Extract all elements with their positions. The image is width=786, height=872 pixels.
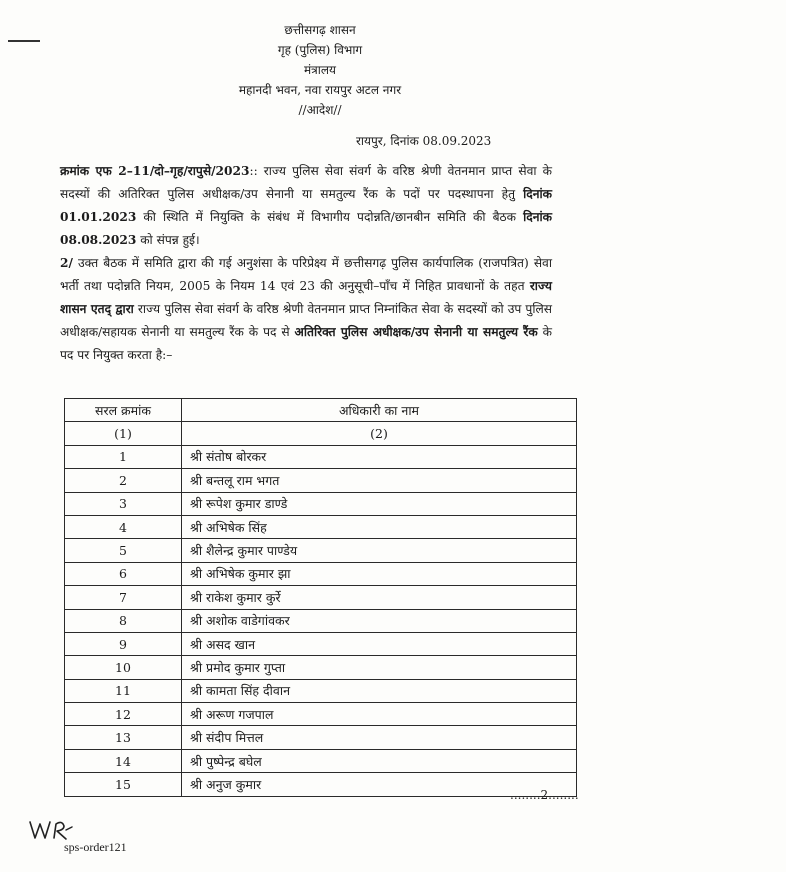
serial-cell: 11 — [65, 679, 182, 702]
table-row — [65, 609, 577, 632]
serial-cell: 2 — [65, 469, 182, 492]
header-order: //आदेश// — [298, 103, 342, 117]
table-header-row — [65, 399, 577, 422]
officer-name-cell: श्री रूपेश कुमार डाण्डे — [182, 492, 577, 515]
officer-name-cell: श्री अभिषेक कुमार झा — [182, 562, 577, 585]
officer-name-cell: श्री शैलेन्द्र कुमार पाण्डेय — [182, 539, 577, 562]
table-row — [65, 515, 577, 538]
officer-name-cell: श्री पुष्पेन्द्र बघेल — [182, 749, 577, 772]
serial-cell: 13 — [65, 726, 182, 749]
officers-table — [64, 398, 577, 797]
table-row — [65, 749, 577, 772]
header-department: गृह (पुलिस) विभाग — [277, 43, 363, 57]
officer-name-cell: श्री अभिषेक सिंह — [182, 515, 577, 538]
column-index-serial: (1) — [65, 422, 182, 445]
table-row — [65, 562, 577, 585]
officer-name-cell: श्री अरूण गजपाल — [182, 703, 577, 726]
officer-name-cell: श्री प्रमोद कुमार गुप्ता — [182, 656, 577, 679]
serial-cell: 10 — [65, 656, 182, 679]
serial-cell: 7 — [65, 586, 182, 609]
header-address: महानदी भवन, नवा रायपुर अटल नगर — [238, 83, 402, 97]
table-row — [65, 469, 577, 492]
officer-name-cell: श्री राकेश कुमार कुर्रे — [182, 586, 577, 609]
serial-cell: 4 — [65, 515, 182, 538]
paragraph-1: क्रमांक एफ 2–11/दो–गृह/रापुसे/2023:: राज्य पुलिस सेवा संवर्ग के वरिष्ठ श्रेणी वेतनमान प्राप्त सेवा के सदस्यों की अतिरिक्त पुलिस अधीक्षक/उप सेनानी या समतुल्य रैंक के पदों पर पदस्थापना हेतु दिनांक 01.01.2023 की स्थिति में नियुक्ति के संबंध में विभागीय पदोन्नति/छानबीन समिति की बैठक दिनांक 08.08.2023 को संपन्न हुई। — [60, 164, 552, 247]
table-row — [65, 586, 577, 609]
header-state: छत्तीसगढ़ शासन — [284, 23, 356, 37]
serial-cell: 12 — [65, 703, 182, 726]
table-row — [65, 656, 577, 679]
officer-name-cell: श्री संतोष बोरकर — [182, 445, 577, 468]
serial-cell: 5 — [65, 539, 182, 562]
officer-name-cell: श्री अशोक वाडेगांवकर — [182, 609, 577, 632]
margin-dash — [8, 40, 40, 42]
table-row — [65, 539, 577, 562]
officer-name-cell: श्री अनुज कुमार — [182, 773, 577, 796]
table-row — [65, 773, 577, 796]
officer-name-cell: श्री कामता सिंह दीवान — [182, 679, 577, 702]
order-body — [60, 160, 552, 367]
page-continuation: ........2........ — [510, 788, 579, 802]
table-row — [65, 726, 577, 749]
paragraph-2: 2/ उक्त बैठक में समिति द्वारा की गई अनुशंसा के परिप्रेक्ष्य में छत्तीसगढ़ पुलिस कार्यपालिक (राजपत्रित) सेवा भर्ती तथा पदोन्नति नियम, 2005 के नियम 14 एवं 23 की अनुसूची–पाँच में निहित प्रावधानों के तहत राज्य शासन एतद् द्वारा राज्य पुलिस सेवा संवर्ग के वरिष्ठ श्रेणी वेतनमान प्राप्त निम्नांकित सेवा के सदस्यों को उप पुलिस अधीक्षक/सहायक सेनानी या समतुल्य रैंक के पद से अतिरिक्त पुलिस अधीक्षक/उप सेनानी या समतुल्य रैंक के पद पर नियुक्त करता है:– — [60, 256, 552, 362]
signature-initials — [28, 818, 74, 842]
table-row — [65, 703, 577, 726]
table-subheader-row — [65, 422, 577, 445]
serial-cell: 8 — [65, 609, 182, 632]
officer-name-cell: श्री बन्तलू राम भगत — [182, 469, 577, 492]
order-reference: क्रमांक एफ 2–11/दो–गृह/रापुसे/2023 — [60, 164, 250, 178]
header-ministry: मंत्रालय — [303, 63, 336, 77]
column-header-name: अधिकारी का नाम — [182, 399, 577, 422]
table-row — [65, 632, 577, 655]
serial-cell: 3 — [65, 492, 182, 515]
serial-cell: 1 — [65, 445, 182, 468]
table-row — [65, 445, 577, 468]
serial-cell: 14 — [65, 749, 182, 772]
footer-reference: sps-order121 — [64, 840, 127, 854]
table-row — [65, 679, 577, 702]
officer-name-cell: श्री संदीप मित्तल — [182, 726, 577, 749]
serial-cell: 6 — [65, 562, 182, 585]
table-row — [65, 492, 577, 515]
column-index-name: (2) — [182, 422, 577, 445]
serial-cell: 15 — [65, 773, 182, 796]
officer-name-cell: श्री असद खान — [182, 632, 577, 655]
serial-cell: 9 — [65, 632, 182, 655]
column-header-serial: सरल क्रमांक — [65, 399, 182, 422]
dateline: रायपुर, दिनांक 08.09.2023 — [356, 134, 492, 148]
